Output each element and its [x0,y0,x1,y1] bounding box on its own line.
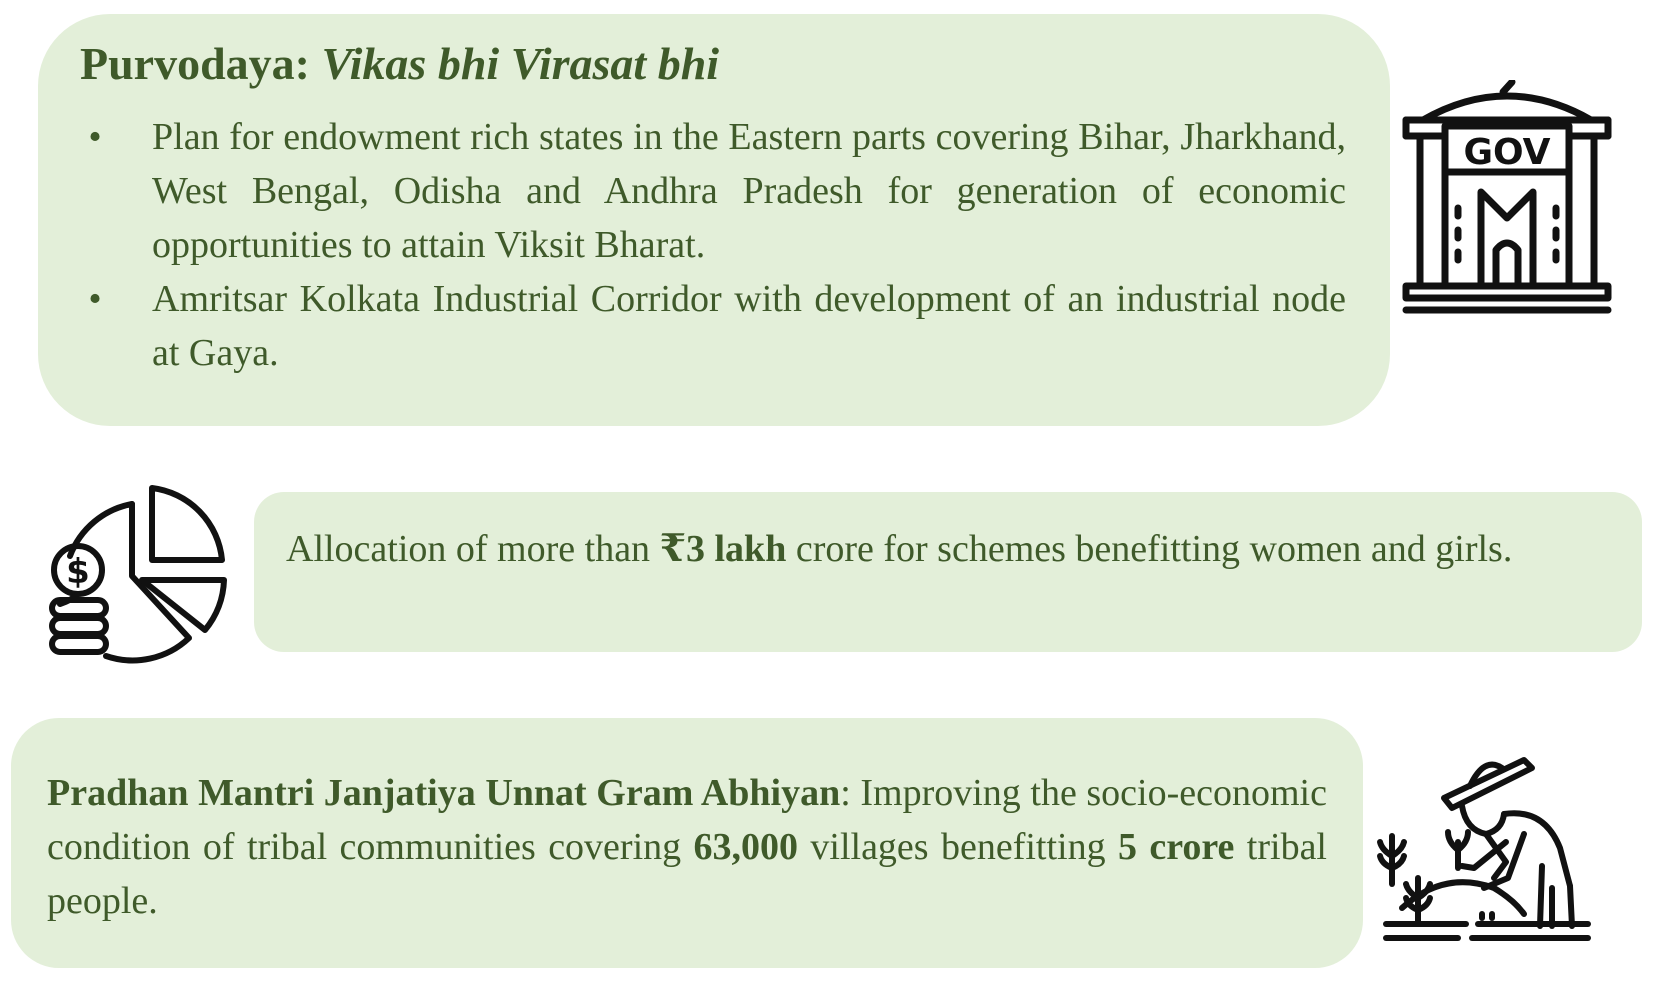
government-building-icon [1398,80,1616,318]
janjatiya-text-2: villages benefitting [798,826,1118,868]
allocation-card [254,492,1642,652]
janjatiya-card [11,718,1363,968]
janjatiya-text [47,766,1327,928]
list-item [80,272,1346,380]
janjatiya-text-3: tribal people. [47,826,1327,922]
coin-symbol: $ [66,552,90,592]
purvodaya-title-main: Purvodaya: [80,38,322,89]
allocation-text-before: Allocation of more than [286,528,660,570]
gov-sign-text: GOV [1463,132,1551,173]
purvodaya-title-italic: Vikas bhi Virasat bhi [321,38,720,89]
allocation-text-after: crore for schemes benefitting women and girls. [786,528,1513,570]
bullet-text: Plan for endowment rich states in the Eastern parts covering Bihar, Jharkhand, West Bengal, Odisha and Andhra Pradesh for generation of economic opportunities to attain Viksit Bharat. [152,116,1346,266]
list-item [80,110,1346,272]
allocation-amount: ₹3 lakh [659,528,787,570]
purvodaya-bullet-list [80,110,1346,380]
allocation-text [286,522,1610,576]
janjatiya-text-1: : Improving the socio-economic condition of tribal communities covering [47,772,1327,868]
pie-chart-coins-icon [48,480,240,666]
scheme-name: Pradhan Mantri Janjatiya Unnat Gram Abhiyan [47,772,841,814]
villages-count: 63,000 [693,826,799,868]
bullet-dot: • [88,116,102,158]
farmer-planting-icon [1374,738,1600,948]
purvodaya-card [38,14,1390,426]
purvodaya-title [80,34,1346,94]
people-count: 5 crore [1117,826,1235,868]
bullet-text: Amritsar Kolkata Industrial Corridor with development of an industrial node at Gaya. [152,278,1346,374]
bullet-dot: • [88,278,102,320]
